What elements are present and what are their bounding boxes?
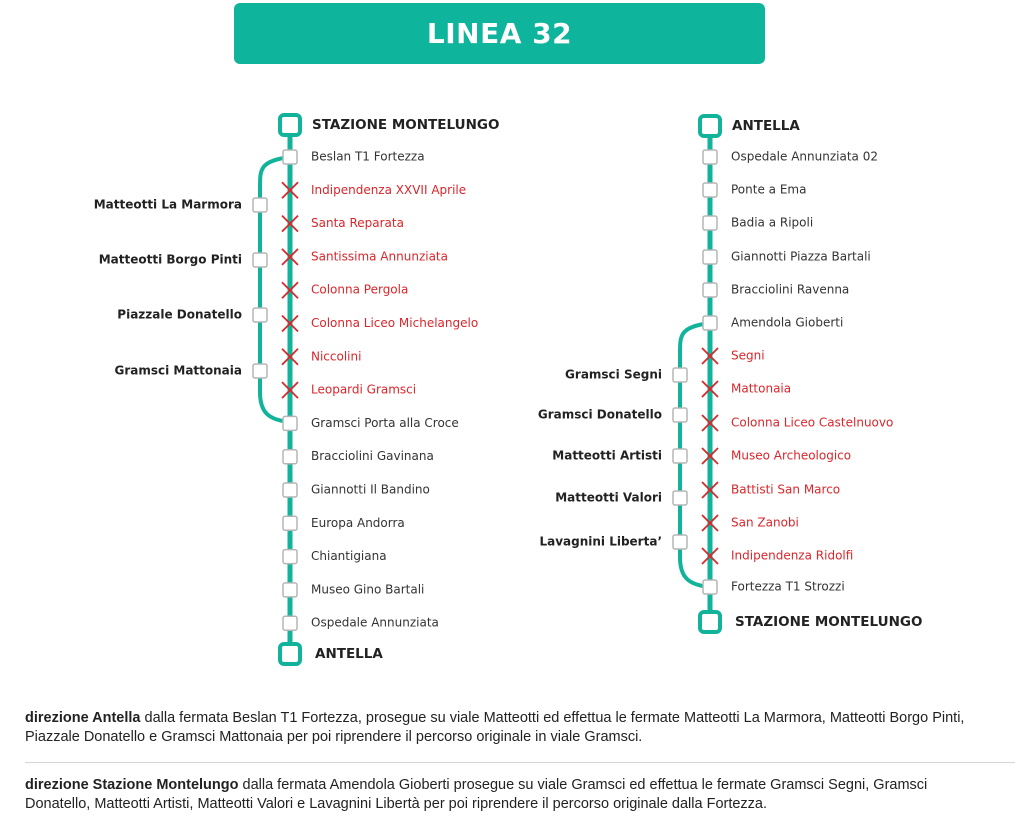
stop-label: Chiantigiana [311,549,387,564]
detour-stop-label: Gramsci Mattonaia [114,363,242,378]
stop-marker [703,216,717,230]
stop-marker [673,368,687,382]
stop-marker [673,408,687,422]
stop-label: Giannotti Il Bandino [311,482,430,497]
stop-marker [283,483,297,497]
suspended-stop-label: Museo Archeologico [731,448,852,463]
stop-marker [283,450,297,464]
suspended-stop-label: Battisti San Marco [731,482,841,497]
suspended-stop-label: San Zanobi [731,515,799,530]
detour-description-montelungo [25,776,985,814]
suspended-stop-label: Indipendenza Ridolfi [731,548,854,563]
stop-marker [253,308,267,322]
stop-marker [283,583,297,597]
stop-marker [673,449,687,463]
stop-marker [703,316,717,330]
stop-label: Bracciolini Ravenna [731,282,850,297]
stop-label: Fortezza T1 Strozzi [731,579,845,594]
terminus-label: STAZIONE MONTELUNGO [312,117,500,133]
divider [25,762,1015,763]
suspended-stop-label: Colonna Liceo Castelnuovo [731,415,894,430]
stop-marker [283,516,297,530]
detour-stop-label: Matteotti Borgo Pinti [98,252,242,267]
suspended-stop-label: Segni [731,348,765,363]
suspended-stop-label: Niccolini [311,349,362,364]
stop-label: Ponte a Ema [731,182,807,197]
stop-marker [253,198,267,212]
stop-label: Ospedale Annunziata [311,615,439,630]
stop-marker [673,535,687,549]
suspended-stop-label: Santa Reparata [311,216,404,231]
stop-marker [283,150,297,164]
stop-marker [703,283,717,297]
stop-marker [703,580,717,594]
stop-marker [703,183,717,197]
detour-stop-label: Piazzale Donatello [117,307,242,322]
terminus-marker [280,644,300,664]
detour-stop-label: Matteotti Artisti [552,448,662,463]
stop-marker [253,253,267,267]
stop-marker [283,616,297,630]
terminus-marker [700,116,720,136]
stop-label: Bracciolini Gavinana [311,449,434,464]
terminus-label: STAZIONE MONTELUNGO [735,614,923,630]
stop-marker [703,250,717,264]
stop-label: Ospedale Annunziata 02 [731,149,878,164]
detour-line [260,157,290,422]
terminus-label: ANTELLA [315,646,383,662]
stop-label: Beslan T1 Fortezza [311,149,425,164]
stop-marker [703,150,717,164]
detour-stop-label: Matteotti Valori [555,490,662,505]
stop-marker [673,491,687,505]
direction-text: dalla fermata Beslan T1 Fortezza, prosegue su viale Matteotti ed effettua le fermate Matteotti La Marmora, Matteotti Borgo Pinti, Piazzale Donatello e Gramsci Mattonaia per poi riprendere il percorso originale in viale Gramsci. [25,710,965,745]
stop-label: Europa Andorra [311,515,405,530]
line-title: LINEA 32 [426,17,573,50]
stop-marker [283,416,297,430]
stop-label: Amendola Gioberti [731,315,844,330]
terminus-label: ANTELLA [732,118,800,134]
suspended-stop-label: Colonna Liceo Michelangelo [311,316,479,330]
direction-label: direzione Antella [25,710,141,726]
terminus-marker [280,115,300,135]
detour-stop-label: Lavagnini Liberta’ [539,534,662,549]
terminus-marker [700,612,720,632]
stop-marker [253,364,267,378]
detour-stop-label: Gramsci Donatello [537,407,662,422]
detour-description-antella [25,709,985,747]
suspended-stop-label: Santissima Annunziata [311,249,448,264]
stop-marker [283,550,297,564]
direction-label: direzione Stazione Montelungo [25,777,239,793]
detour-stop-label: Matteotti La Marmora [93,197,242,212]
suspended-stop-label: Leopardi Gramsci [311,382,417,397]
detour-stop-label: Gramsci Segni [565,367,662,382]
stop-label: Badia a Ripoli [731,215,814,230]
stop-label: Museo Gino Bartali [311,582,425,597]
suspended-stop-label: Colonna Pergola [311,282,409,297]
suspended-stop-label: Mattonaia [731,381,792,396]
stop-label: Giannotti Piazza Bartali [731,249,871,264]
stop-label: Gramsci Porta alla Croce [311,415,459,430]
suspended-stop-label: Indipendenza XXVII Aprile [311,182,467,197]
direction-text: dalla fermata Amendola Gioberti prosegue su viale Gramsci ed effettua le fermate Gramsci Segni, Gramsci Donatello, Matteotti Artisti, Matteotti Valori e Lavagnini Libertà per poi riprendere il percorso originale dalla Fortezza. [25,777,928,812]
